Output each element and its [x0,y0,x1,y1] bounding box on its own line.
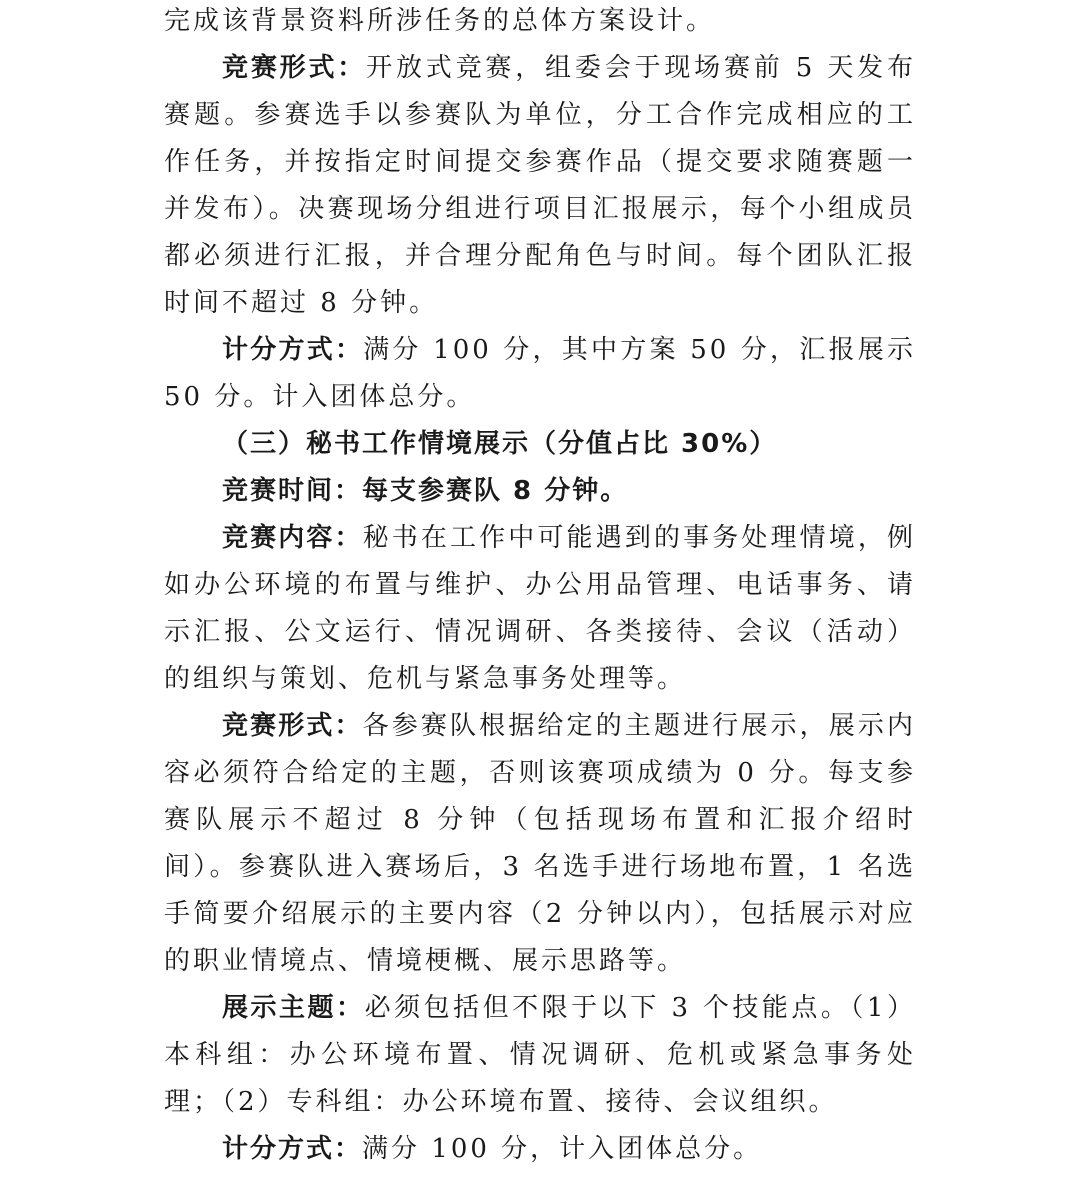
label-scoring: 计分方式： [222,335,364,365]
paragraph-intro-tail: 完成该背景资料所涉任务的总体方案设计。 [164,6,716,36]
text-display-theme: 必须包括但不限于以下 3 个技能点。（1）本科组：办公环境布置、情况调研、危机或紧急事务处理；（2）专科组：办公环境布置、接待、会议组织。 [164,993,916,1117]
paragraph-competition-format-3 [164,703,916,985]
text-scoring: 满分 100 分，计入团体总分。 [362,1134,763,1164]
text-competition-format: 各参赛队根据给定的主题进行展示，展示内容必须符合给定的主题，否则该赛项成绩为 0 分。每支参赛队展示不超过 8 分钟（包括现场布置和汇报介绍时间）。参赛队进入赛场后，3 名选手进行场地布置，1 名选手简要介绍展示的主要内容（2 分钟以内），包括展示对应的职业情境点、情境梗概、展示思路等。 [164,711,916,976]
label-display-theme: 展示主题： [222,993,365,1023]
paragraph-scoring-2 [164,327,916,421]
paragraph-display-theme [164,985,916,1126]
document-page [164,0,916,1173]
label-competition-format: 竞赛形式： [222,53,367,83]
section-heading-3: （三）秘书工作情境展示（分值占比 30%） [222,429,778,459]
text-competition-content: 秘书在工作中可能遇到的事务处理情境，例如办公环境的布置与维护、办公用品管理、电话事务、请示汇报、公文运行、情况调研、各类接待、会议（活动）的组织与策划、危机与紧急事务处理等。 [164,523,916,694]
text-competition-format: 开放式竞赛，组委会于现场赛前 5 天发布赛题。参赛选手以参赛队为单位，分工合作完成相应的工作任务，并按指定时间提交参赛作品（提交要求随赛题一并发布）。决赛现场分组进行项目汇报展示，每个小组成员都必须进行汇报，并合理分配角色与时间。每个团队汇报时间不超过 8 分钟。 [164,53,916,318]
label-competition-format: 竞赛形式： [222,711,363,741]
text-scoring: 满分 100 分，其中方案 50 分，汇报展示 50 分。计入团体总分。 [164,335,916,412]
label-competition-content: 竞赛内容： [222,523,363,553]
paragraph-competition-format-2 [164,45,916,327]
paragraph-competition-content [164,515,916,703]
paragraph-scoring-3 [164,1126,916,1173]
label-scoring: 计分方式： [222,1134,363,1164]
paragraph-competition-time: 竞赛时间：每支参赛队 8 分钟。 [222,476,629,506]
